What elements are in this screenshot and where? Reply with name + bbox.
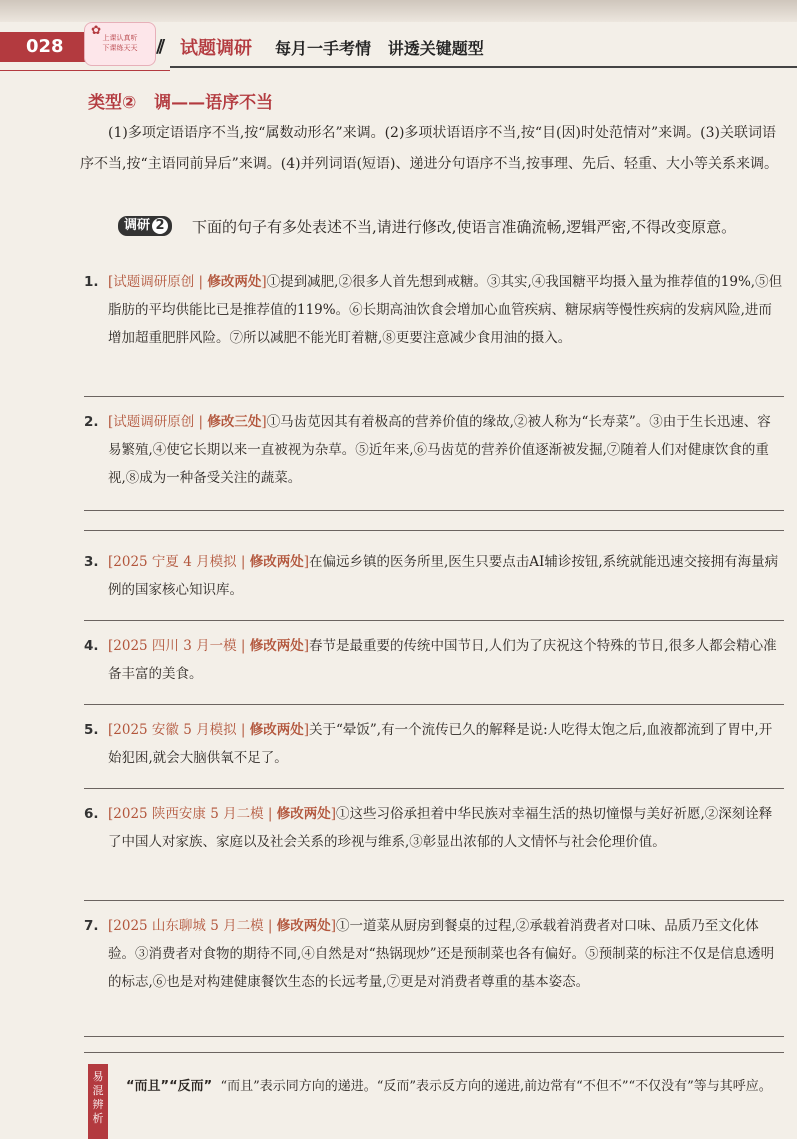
page-header — [0, 22, 797, 68]
answer-line — [84, 510, 784, 511]
question-3 — [84, 548, 784, 604]
question-5 — [84, 716, 784, 772]
question-source: [2025 四川 3 月一模 | 修改两处] — [108, 638, 309, 654]
badge-line-2: 下课练天天 — [102, 44, 138, 52]
footer-text: “而且”表示同方向的递进。“反而”表示反方向的递进,前边常有“不但不”“不仅没有”等与其呼应。 — [220, 1079, 772, 1094]
page-top-band — [0, 0, 797, 22]
answer-line — [84, 704, 784, 705]
question-mod-count: 修改两处 — [249, 554, 304, 570]
section-title: 类型② 调——语序不当 — [88, 93, 274, 113]
prompt-text: 下面的句子有多处表述不当,请进行修改,使语言准确流畅,逻辑严密,不得改变原意。 — [192, 218, 737, 236]
question-mod-count: 修改两处 — [249, 638, 304, 654]
answer-line — [84, 900, 784, 901]
exercise-tag — [118, 216, 172, 236]
mascot-badge — [84, 22, 156, 66]
question-text: 春节是最重要的传统中国节日,人们为了庆祝这个特殊的节日,很多人都会精心准备丰富的美食。 — [108, 638, 777, 682]
question-4 — [84, 632, 784, 688]
tag-number: 2 — [152, 218, 168, 234]
answer-line — [84, 788, 784, 789]
question-7 — [84, 912, 784, 996]
question-text: ①提到减肥,②很多人首先想到戒糖。③其实,④我国糖平均摄入量为推荐值的19%,⑤但脂肪的平均供能比已是推荐值的119%。⑥长期高油饮食会增加心血管疾病、糖尿病等慢性疾病的发病风险,进而增加超重肥胖风险。⑦所以减肥不能光盯着糖,⑧更要注意减少食用油的摄入。 — [108, 274, 783, 346]
question-number: 6. — [84, 806, 99, 822]
question-mod-count: 修改三处 — [207, 414, 262, 430]
question-text: ①这些习俗承担着中华民族对幸福生活的热切憧憬与美好祈愿,②深刻诠释了中国人对家族、家庭以及社会关系的珍视与维系,③彰显出浓郁的人文情怀与社会伦理价值。 — [108, 806, 773, 850]
badge-line-1: 上课认真听 — [102, 34, 138, 42]
question-text: ①马齿苋因其有着极高的营养价值的缘故,②被人称为“长寿菜”。③由于生长迅速、容易繁殖,④使它长期以来一直被视为杂草。⑤近年来,⑥马齿苋的营养价值逐渐被发掘,⑦随着人们对健康饮食的重视,⑧成为一种备受关注的蔬菜。 — [108, 414, 771, 486]
question-source: [试题调研原创 | 修改两处] — [108, 274, 267, 290]
question-number: 2. — [84, 414, 99, 430]
footer-side-tag: 易混辨析 — [88, 1064, 108, 1139]
question-6 — [84, 800, 784, 856]
page-number: 028 — [0, 32, 92, 62]
header-title: 试题调研 — [180, 38, 252, 59]
question-number: 4. — [84, 638, 99, 654]
footer-term: “而且”“反而” — [126, 1079, 213, 1094]
question-source: [2025 宁夏 4 月模拟 | 修改两处] — [108, 554, 309, 570]
question-source: [2025 山东聊城 5 月二模 | 修改两处] — [108, 918, 336, 934]
header-rule-accent — [0, 70, 170, 71]
question-source: [试题调研原创 | 修改三处] — [108, 414, 267, 430]
question-number: 3. — [84, 554, 99, 570]
answer-line — [84, 1036, 784, 1037]
intro-paragraph: (1)多项定语语序不当,按“属数动形名”来调。(2)多项状语语序不当,按“目(因)时处范情对”来调。(3)关联词语序不当,按“主语同前异后”来调。(4)并列词语(短语)、递进分句语序不当,按事理、先后、轻重、大小等关系来调。 — [80, 125, 778, 172]
question-1 — [84, 268, 784, 352]
question-source: [2025 陕西安康 5 月二模 | 修改两处] — [108, 806, 336, 822]
slash-decoration-icon: // — [156, 36, 162, 57]
question-text: ①一道菜从厨房到餐桌的过程,②承载着消费者对口味、品质乃至文化体验。③消费者对食物的期待不同,④自然是对“热锅现炒”还是预制菜也各有偏好。⑤预制菜的标注不仅是信息透明的标志,⑥也是对构建健康餐饮生态的长远考量,⑦更是对消费者尊重的基本姿态。 — [108, 918, 775, 990]
footer-tip — [126, 1074, 776, 1100]
footer-note — [88, 1064, 788, 1139]
question-number: 7. — [84, 918, 99, 934]
question-2 — [84, 408, 784, 492]
question-mod-count: 修改两处 — [276, 918, 331, 934]
question-mod-count: 修改两处 — [276, 806, 331, 822]
answer-line — [84, 396, 784, 397]
answer-line — [84, 1052, 784, 1053]
header-subtitle: 每月一手考情 讲透关键题型 — [275, 39, 484, 58]
question-text: 关于“晕饭”,有一个流传已久的解释是说:人吃得太饱之后,血液都流到了胃中,开始犯困,就会大脑供氧不足了。 — [108, 722, 773, 766]
tag-label: 调研 — [124, 218, 151, 233]
question-text: 在偏远乡镇的医务所里,医生只要点击AI辅诊按钮,系统就能迅速交接拥有海量病例的国家核心知识库。 — [108, 554, 779, 598]
question-source: [2025 安徽 5 月模拟 | 修改两处] — [108, 722, 309, 738]
question-number: 1. — [84, 274, 99, 290]
question-mod-count: 修改两处 — [249, 722, 304, 738]
mascot-icon: ✿ — [91, 23, 102, 37]
answer-line — [84, 530, 784, 531]
question-mod-count: 修改两处 — [207, 274, 262, 290]
answer-line — [84, 620, 784, 621]
question-number: 5. — [84, 722, 99, 738]
header-rule — [170, 66, 797, 68]
exercise-prompt — [80, 212, 780, 242]
